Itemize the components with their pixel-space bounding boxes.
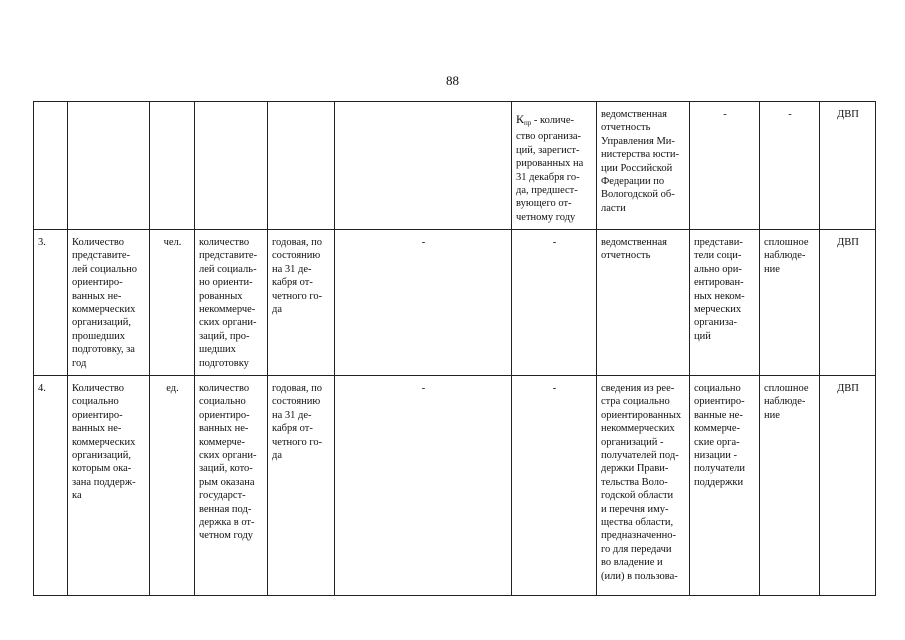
cell-symbols — [512, 102, 597, 230]
page-number: 88 — [446, 73, 459, 88]
cell-indicator-name: Количество представите- лей социально ориентиро- ванных не- коммерческих организаций, прошедших подготовку, за год — [68, 230, 150, 376]
cell-responsible: ДВП — [820, 102, 876, 230]
cell-observation-unit: социально ориентиро- ванные не- коммерче- ские орга- низации - получатели поддержки — [690, 376, 760, 596]
cell-collection-method: сплошное наблюде- ние — [760, 376, 820, 596]
symbol-letter: К — [516, 112, 525, 126]
cell-periodicity: годовая, по состоянию на 31 де- кабря от- четного го- да — [268, 230, 335, 376]
cell-periodicity — [268, 102, 335, 230]
table-row — [34, 102, 876, 230]
cell-formula: - — [335, 230, 512, 376]
cell-unit: чел. — [150, 230, 195, 376]
cell-number: 4. — [34, 376, 68, 596]
cell-observation-unit: представи- тели соци- ально ори- ентирован- ных неком- мерческих организа- ций — [690, 230, 760, 376]
cell-responsible: ДВП — [820, 376, 876, 596]
cell-formula: - — [335, 376, 512, 596]
cell-definition: количество социально ориентиро- ванных не- коммерче- ских органи- заций, кото- рым оказана государст- венная под- держка в от- четном году — [195, 376, 268, 596]
cell-data-source: ведомственная отчетность — [597, 230, 690, 376]
symbol-description: - количе- ство организа- ций, зарегист- рированных на 31 декабря го- да, предшест- вующего от- четному году — [516, 115, 584, 223]
cell-indicator-name — [68, 102, 150, 230]
cell-data-source: сведения из рее- стра социально ориентированных некоммерческих организаций - получателей под- держки Прави- тельства Воло- годской области и перечня иму- щества области, предназначенно- го для передачи во владение и (или) в пользова- — [597, 376, 690, 596]
cell-number: 3. — [34, 230, 68, 376]
cell-periodicity: годовая, по состоянию на 31 де- кабря от- четного го- да — [268, 376, 335, 596]
indicator-table — [33, 101, 876, 596]
cell-definition — [195, 102, 268, 230]
table-row — [34, 230, 876, 376]
cell-observation-unit: - — [690, 102, 760, 230]
cell-unit: ед. — [150, 376, 195, 596]
cell-collection-method: - — [760, 102, 820, 230]
cell-data-source: ведомственная отчетность Управления Ми- нистерства юсти- ции Российской Федерации по Вологодской об- ласти — [597, 102, 690, 230]
cell-symbols: - — [512, 376, 597, 596]
symbol-subscript: пр — [524, 119, 532, 127]
table-row — [34, 376, 876, 596]
cell-formula — [335, 102, 512, 230]
cell-number — [34, 102, 68, 230]
cell-collection-method: сплошное наблюде- ние — [760, 230, 820, 376]
cell-unit — [150, 102, 195, 230]
cell-symbols: - — [512, 230, 597, 376]
cell-indicator-name: Количество социально ориентиро- ванных не- коммерческих организаций, которым ока- зана поддерж- ка — [68, 376, 150, 596]
cell-responsible: ДВП — [820, 230, 876, 376]
cell-definition: количество представите- лей социаль- но ориенти- рованных некоммерче- ских органи- заций, про- шедших подготовку — [195, 230, 268, 376]
